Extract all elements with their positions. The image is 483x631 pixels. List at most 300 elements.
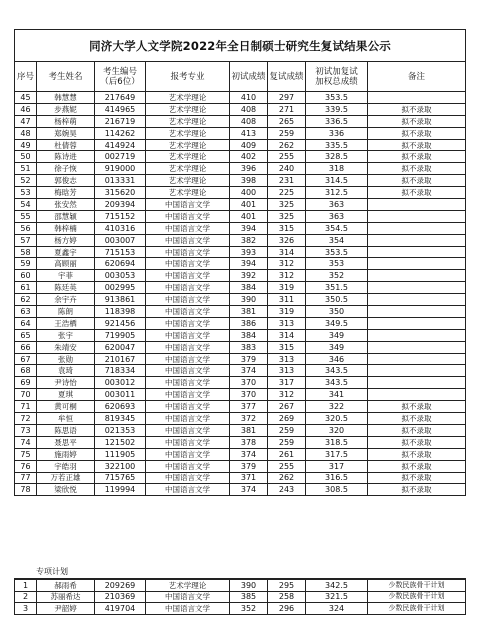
cell-note (368, 389, 466, 401)
header-row (15, 62, 466, 92)
cell-first-score: 372 (230, 413, 268, 425)
cell-name: 陈诗进 (37, 151, 95, 163)
special-row (15, 591, 466, 603)
cell-first-score: 408 (230, 115, 268, 127)
cell-major: 中国语言文学 (146, 306, 230, 318)
cell-name: 郭俊志 (37, 175, 95, 187)
cell-second-score: 259 (268, 436, 306, 448)
cell-id: 620693 (95, 401, 146, 413)
cell-second-score: 255 (268, 460, 306, 472)
cell-second-score: 297 (268, 92, 306, 104)
cell-note: 拟不录取 (368, 187, 466, 199)
cell-first-score: 374 (230, 365, 268, 377)
cell-second-score: 295 (268, 579, 306, 591)
cell-major: 中国语言文学 (146, 353, 230, 365)
cell-note (368, 341, 466, 353)
cell-total-score: 350.5 (306, 294, 368, 306)
cell-id: 111905 (95, 448, 146, 460)
header-seq: 序号 (15, 62, 37, 92)
cell-id: 003053 (95, 270, 146, 282)
cell-id: 210369 (95, 591, 146, 603)
cell-note (368, 294, 466, 306)
cell-id: 118398 (95, 306, 146, 318)
cell-major: 艺术学理论 (146, 127, 230, 139)
cell-major: 中国语言文学 (146, 258, 230, 270)
cell-first-score: 398 (230, 175, 268, 187)
cell-note: 拟不录取 (368, 460, 466, 472)
cell-major: 艺术学理论 (146, 92, 230, 104)
cell-note (368, 246, 466, 258)
cell-name: 步燕妮 (37, 103, 95, 115)
table-row (15, 472, 466, 484)
cell-total-score: 352 (306, 270, 368, 282)
table-row (15, 151, 466, 163)
cell-total-score: 354 (306, 234, 368, 246)
cell-name: 杜倩蓉 (37, 139, 95, 151)
cell-note (368, 353, 466, 365)
table-row (15, 401, 466, 413)
cell-total-score: 351.5 (306, 282, 368, 294)
cell-name: 韩慧慧 (37, 92, 95, 104)
cell-seq: 58 (15, 246, 37, 258)
cell-total-score: 353.5 (306, 246, 368, 258)
cell-id: 003007 (95, 234, 146, 246)
table-row (15, 329, 466, 341)
table-row (15, 484, 466, 496)
table-row (15, 377, 466, 389)
cell-name: 张勋 (37, 353, 95, 365)
cell-id: 410316 (95, 222, 146, 234)
cell-first-score: 379 (230, 460, 268, 472)
cell-seq: 49 (15, 139, 37, 151)
cell-second-score: 267 (268, 401, 306, 413)
cell-second-score: 312 (268, 270, 306, 282)
cell-seq: 45 (15, 92, 37, 104)
header-major: 报考专业 (146, 62, 230, 92)
cell-note: 拟不录取 (368, 448, 466, 460)
cell-total-score: 343.5 (306, 377, 368, 389)
cell-total-score: 335.5 (306, 139, 368, 151)
cell-total-score: 324 (306, 603, 368, 615)
cell-total-score: 350 (306, 306, 368, 318)
cell-second-score: 326 (268, 234, 306, 246)
cell-id: 921456 (95, 317, 146, 329)
table-row (15, 246, 466, 258)
cell-name: 邵慧颖 (37, 210, 95, 222)
cell-total-score: 336 (306, 127, 368, 139)
table-row (15, 282, 466, 294)
header-id: 考生编号 （后6位） (95, 62, 146, 92)
cell-major: 艺术学理论 (146, 187, 230, 199)
cell-first-score: 390 (230, 294, 268, 306)
cell-id: 002719 (95, 151, 146, 163)
cell-major: 中国语言文学 (146, 246, 230, 258)
cell-first-score: 370 (230, 377, 268, 389)
table-row (15, 389, 466, 401)
cell-seq: 1 (15, 579, 37, 591)
cell-second-score: 315 (268, 222, 306, 234)
cell-name: 袁琦 (37, 365, 95, 377)
cell-note: 少数民族骨干计划 (368, 603, 466, 615)
table-row (15, 270, 466, 282)
table-row (15, 163, 466, 175)
cell-id: 216719 (95, 115, 146, 127)
cell-id: 209269 (95, 579, 146, 591)
cell-first-score: 379 (230, 353, 268, 365)
cell-first-score: 396 (230, 163, 268, 175)
cell-name: 徐子恢 (37, 163, 95, 175)
special-plan-table (14, 578, 466, 615)
cell-name: 牟恒 (37, 413, 95, 425)
cell-first-score: 401 (230, 210, 268, 222)
cell-major: 中国语言文学 (146, 317, 230, 329)
cell-name: 施雨婷 (37, 448, 95, 460)
cell-total-score: 308.5 (306, 484, 368, 496)
cell-first-score: 408 (230, 103, 268, 115)
cell-total-score: 317 (306, 460, 368, 472)
table-row (15, 92, 466, 104)
cell-seq: 46 (15, 103, 37, 115)
cell-first-score: 413 (230, 127, 268, 139)
cell-first-score: 400 (230, 187, 268, 199)
cell-note (368, 210, 466, 222)
cell-seq: 56 (15, 222, 37, 234)
cell-seq: 57 (15, 234, 37, 246)
cell-seq: 69 (15, 377, 37, 389)
cell-major: 中国语言文学 (146, 282, 230, 294)
cell-seq: 74 (15, 436, 37, 448)
cell-seq: 51 (15, 163, 37, 175)
table-row (15, 424, 466, 436)
cell-second-score: 325 (268, 199, 306, 211)
cell-second-score: 259 (268, 424, 306, 436)
table-row (15, 341, 466, 353)
cell-major: 中国语言文学 (146, 377, 230, 389)
cell-first-score: 370 (230, 389, 268, 401)
cell-note: 拟不录取 (368, 139, 466, 151)
table-row (15, 222, 466, 234)
cell-name: 宇菲 (37, 270, 95, 282)
cell-name: 朱靖安 (37, 341, 95, 353)
cell-second-score: 225 (268, 187, 306, 199)
cell-name: 杨梓萌 (37, 115, 95, 127)
cell-major: 中国语言文学 (146, 413, 230, 425)
cell-seq: 48 (15, 127, 37, 139)
cell-seq: 50 (15, 151, 37, 163)
cell-total-score: 314.5 (306, 175, 368, 187)
cell-id: 715153 (95, 246, 146, 258)
cell-major: 艺术学理论 (146, 579, 230, 591)
cell-note (368, 258, 466, 270)
cell-seq: 68 (15, 365, 37, 377)
table-row (15, 115, 466, 127)
cell-id: 715152 (95, 210, 146, 222)
cell-total-score: 320.5 (306, 413, 368, 425)
table-row (15, 175, 466, 187)
cell-first-score: 381 (230, 306, 268, 318)
cell-first-score: 381 (230, 424, 268, 436)
table-row (15, 365, 466, 377)
table-row (15, 199, 466, 211)
cell-first-score: 378 (230, 436, 268, 448)
cell-note: 拟不录取 (368, 103, 466, 115)
cell-seq: 73 (15, 424, 37, 436)
cell-first-score: 409 (230, 139, 268, 151)
cell-name: 陈朗 (37, 306, 95, 318)
cell-note: 拟不录取 (368, 436, 466, 448)
cell-first-score: 352 (230, 603, 268, 615)
cell-name: 宇皓羽 (37, 460, 95, 472)
cell-name: 张宇 (37, 329, 95, 341)
cell-major: 中国语言文学 (146, 401, 230, 413)
cell-id: 419704 (95, 603, 146, 615)
table-row (15, 436, 466, 448)
cell-major: 中国语言文学 (146, 424, 230, 436)
cell-major: 中国语言文学 (146, 484, 230, 496)
header-name: 考生姓名 (37, 62, 95, 92)
cell-second-score: 312 (268, 389, 306, 401)
cell-major: 中国语言文学 (146, 329, 230, 341)
cell-total-score: 343.5 (306, 365, 368, 377)
cell-id: 315620 (95, 187, 146, 199)
cell-second-score: 243 (268, 484, 306, 496)
cell-note: 拟不录取 (368, 115, 466, 127)
cell-total-score: 318.5 (306, 436, 368, 448)
cell-id: 003011 (95, 389, 146, 401)
cell-name: 万若正雄 (37, 472, 95, 484)
cell-note: 拟不录取 (368, 484, 466, 496)
header-note: 备注 (368, 62, 466, 92)
cell-second-score: 271 (268, 103, 306, 115)
cell-first-score: 394 (230, 222, 268, 234)
table-row (15, 413, 466, 425)
cell-note: 拟不录取 (368, 151, 466, 163)
cell-note (368, 306, 466, 318)
cell-total-score: 353.5 (306, 92, 368, 104)
cell-note: 少数民族骨干计划 (368, 579, 466, 591)
page-title: 同济大学人文学院2022年全日制硕士研究生复试结果公示 (15, 30, 466, 62)
cell-total-score: 336.5 (306, 115, 368, 127)
cell-note: 拟不录取 (368, 163, 466, 175)
cell-second-score: 262 (268, 139, 306, 151)
cell-major: 艺术学理论 (146, 163, 230, 175)
table-row (15, 234, 466, 246)
cell-second-score: 314 (268, 329, 306, 341)
cell-note (368, 199, 466, 211)
cell-second-score: 265 (268, 115, 306, 127)
cell-id: 002995 (95, 282, 146, 294)
cell-id: 114262 (95, 127, 146, 139)
cell-major: 艺术学理论 (146, 139, 230, 151)
cell-major: 中国语言文学 (146, 341, 230, 353)
special-row (15, 603, 466, 615)
cell-second-score: 325 (268, 210, 306, 222)
cell-note (368, 329, 466, 341)
cell-major: 中国语言文学 (146, 294, 230, 306)
cell-name: 梅晗芳 (37, 187, 95, 199)
table-row (15, 460, 466, 472)
cell-major: 艺术学理论 (146, 175, 230, 187)
cell-id: 620694 (95, 258, 146, 270)
cell-note (368, 282, 466, 294)
cell-major: 中国语言文学 (146, 436, 230, 448)
cell-first-score: 401 (230, 199, 268, 211)
cell-id: 021353 (95, 424, 146, 436)
cell-name: 郝雨希 (37, 579, 95, 591)
cell-second-score: 319 (268, 306, 306, 318)
table-row (15, 127, 466, 139)
cell-seq: 54 (15, 199, 37, 211)
cell-total-score: 316.5 (306, 472, 368, 484)
cell-note: 拟不录取 (368, 401, 466, 413)
cell-id: 322100 (95, 460, 146, 472)
cell-second-score: 296 (268, 603, 306, 615)
cell-total-score: 322 (306, 401, 368, 413)
cell-name: 夏琪 (37, 389, 95, 401)
table-row (15, 187, 466, 199)
cell-seq: 75 (15, 448, 37, 460)
header-first-score: 初试成绩 (230, 62, 268, 92)
cell-first-score: 374 (230, 484, 268, 496)
cell-major: 中国语言文学 (146, 460, 230, 472)
cell-second-score: 240 (268, 163, 306, 175)
cell-major: 中国语言文学 (146, 365, 230, 377)
cell-second-score: 311 (268, 294, 306, 306)
cell-seq: 2 (15, 591, 37, 603)
cell-total-score: 363 (306, 210, 368, 222)
cell-first-score: 377 (230, 401, 268, 413)
cell-id: 013331 (95, 175, 146, 187)
cell-total-score: 320 (306, 424, 368, 436)
cell-name: 余宇卉 (37, 294, 95, 306)
cell-id: 003012 (95, 377, 146, 389)
cell-major: 中国语言文学 (146, 199, 230, 211)
cell-major: 中国语言文学 (146, 270, 230, 282)
cell-note (368, 92, 466, 104)
cell-name: 韩梓楠 (37, 222, 95, 234)
cell-name: 梁欣悦 (37, 484, 95, 496)
cell-first-score: 382 (230, 234, 268, 246)
cell-seq: 52 (15, 175, 37, 187)
table-row (15, 210, 466, 222)
table-row (15, 139, 466, 151)
cell-name: 夏鑫宇 (37, 246, 95, 258)
header-total-score: 初试加复试 加权总成绩 (306, 62, 368, 92)
cell-second-score: 313 (268, 317, 306, 329)
cell-seq: 59 (15, 258, 37, 270)
cell-id: 919000 (95, 163, 146, 175)
cell-note (368, 234, 466, 246)
cell-first-score: 386 (230, 317, 268, 329)
cell-major: 中国语言文学 (146, 222, 230, 234)
cell-second-score: 312 (268, 258, 306, 270)
cell-major: 中国语言文学 (146, 234, 230, 246)
cell-name: 张安然 (37, 199, 95, 211)
cell-first-score: 392 (230, 270, 268, 282)
cell-second-score: 262 (268, 472, 306, 484)
cell-second-score: 261 (268, 448, 306, 460)
cell-seq: 55 (15, 210, 37, 222)
cell-seq: 61 (15, 282, 37, 294)
cell-id: 414965 (95, 103, 146, 115)
cell-major: 中国语言文学 (146, 603, 230, 615)
cell-total-score: 317.5 (306, 448, 368, 460)
special-row (15, 579, 466, 591)
cell-note (368, 365, 466, 377)
cell-total-score: 346 (306, 353, 368, 365)
cell-id: 715765 (95, 472, 146, 484)
cell-name: 苏丽希达 (37, 591, 95, 603)
cell-note (368, 317, 466, 329)
table-row (15, 294, 466, 306)
cell-total-score: 321.5 (306, 591, 368, 603)
table-row (15, 103, 466, 115)
cell-id: 414924 (95, 139, 146, 151)
cell-second-score: 231 (268, 175, 306, 187)
cell-total-score: 328.5 (306, 151, 368, 163)
cell-first-score: 371 (230, 472, 268, 484)
cell-second-score: 255 (268, 151, 306, 163)
cell-major: 中国语言文学 (146, 472, 230, 484)
cell-total-score: 342.5 (306, 579, 368, 591)
cell-total-score: 312.5 (306, 187, 368, 199)
cell-first-score: 384 (230, 282, 268, 294)
cell-name: 陈廷英 (37, 282, 95, 294)
cell-second-score: 313 (268, 353, 306, 365)
cell-seq: 62 (15, 294, 37, 306)
cell-seq: 63 (15, 306, 37, 318)
cell-note: 拟不录取 (368, 424, 466, 436)
cell-second-score: 317 (268, 377, 306, 389)
cell-name: 尹韶婷 (37, 603, 95, 615)
cell-name: 郑婉昊 (37, 127, 95, 139)
cell-total-score: 349.5 (306, 317, 368, 329)
results-table (14, 29, 466, 496)
cell-first-score: 383 (230, 341, 268, 353)
cell-seq: 66 (15, 341, 37, 353)
cell-total-score: 354.5 (306, 222, 368, 234)
cell-name: 杨方婷 (37, 234, 95, 246)
cell-id: 913861 (95, 294, 146, 306)
cell-total-score: 363 (306, 199, 368, 211)
cell-first-score: 393 (230, 246, 268, 258)
cell-second-score: 269 (268, 413, 306, 425)
cell-id: 119994 (95, 484, 146, 496)
cell-id: 718334 (95, 365, 146, 377)
cell-name: 尹诗怡 (37, 377, 95, 389)
cell-note (368, 377, 466, 389)
cell-total-score: 339.5 (306, 103, 368, 115)
cell-id: 620047 (95, 341, 146, 353)
cell-total-score: 341 (306, 389, 368, 401)
table-row (15, 317, 466, 329)
cell-id: 210167 (95, 353, 146, 365)
cell-second-score: 319 (268, 282, 306, 294)
cell-first-score: 385 (230, 591, 268, 603)
cell-second-score: 259 (268, 127, 306, 139)
header-second-score: 复试成绩 (268, 62, 306, 92)
cell-seq: 53 (15, 187, 37, 199)
cell-note: 拟不录取 (368, 413, 466, 425)
table-row (15, 306, 466, 318)
cell-seq: 47 (15, 115, 37, 127)
cell-first-score: 384 (230, 329, 268, 341)
cell-major: 艺术学理论 (146, 115, 230, 127)
cell-second-score: 314 (268, 246, 306, 258)
cell-first-score: 410 (230, 92, 268, 104)
cell-name: 高顾丽 (37, 258, 95, 270)
cell-name: 王浩栖 (37, 317, 95, 329)
